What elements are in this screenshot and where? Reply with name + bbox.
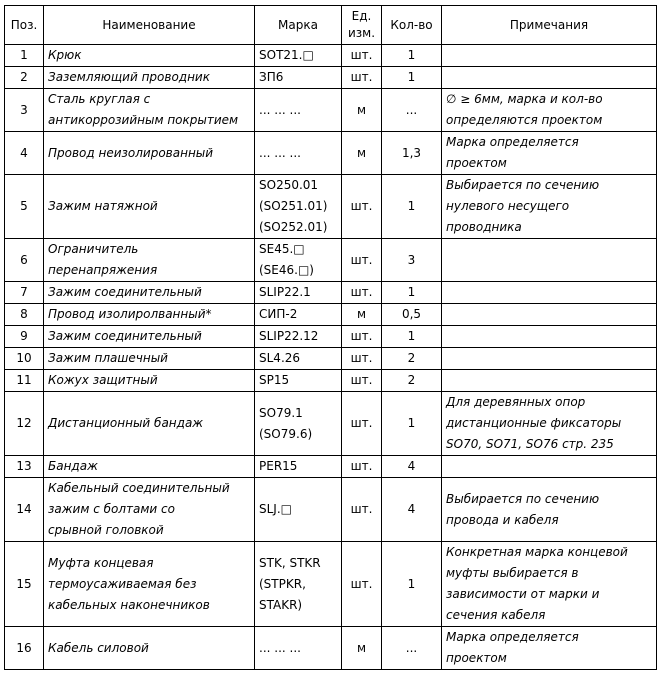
cell-qty-text: 2: [407, 373, 416, 387]
cell-qty: [382, 370, 442, 392]
cell-pos-text: 9: [20, 329, 28, 343]
cell-mark: [255, 456, 342, 478]
cell-unit: [342, 282, 382, 304]
table-row: [5, 392, 657, 456]
cell-unit-text: шт.: [350, 70, 373, 84]
cell-pos-text: 11: [16, 373, 32, 387]
table-row: [5, 627, 657, 670]
cell-name-text: Зажим соединительный: [48, 329, 202, 343]
cell-note-text: Выбирается по сечению нулевого несущего проводника: [446, 178, 600, 234]
cell-name: [44, 239, 255, 282]
cell-qty-text: 3: [407, 252, 416, 267]
cell-mark: [255, 326, 342, 348]
cell-name-text: Зажим плашечный: [48, 351, 168, 365]
table-row: [5, 542, 657, 627]
cell-note: [442, 348, 657, 370]
cell-note: [442, 370, 657, 392]
cell-note: [442, 326, 657, 348]
cell-name-text: Кабельный соединительный зажим с болтами со срывной головкой: [48, 481, 230, 537]
cell-unit-text: шт.: [350, 329, 373, 343]
cell-mark-text: SOT21.□: [259, 48, 314, 62]
cell-name: [44, 132, 255, 175]
cell-name-text: Кабель силовой: [48, 640, 149, 655]
specification-table: [4, 5, 657, 670]
cell-mark: [255, 304, 342, 326]
cell-pos-text: 1: [20, 48, 28, 62]
cell-name-text: Заземляющий проводник: [48, 70, 210, 84]
table-body: [5, 45, 657, 670]
cell-pos: [5, 304, 44, 326]
cell-name-text: Зажим соединительный: [48, 285, 202, 299]
cell-unit: [342, 67, 382, 89]
cell-qty-text: 0,5: [401, 307, 422, 321]
cell-mark: [255, 627, 342, 670]
cell-pos-text: 10: [16, 351, 32, 365]
cell-qty-text: 1: [407, 48, 416, 62]
cell-unit: [342, 392, 382, 456]
cell-note: [442, 45, 657, 67]
cell-note: [442, 175, 657, 239]
table-row: [5, 304, 657, 326]
cell-unit: [342, 370, 382, 392]
cell-unit-text: шт.: [350, 48, 373, 62]
cell-unit-text: шт.: [350, 416, 373, 430]
cell-mark-text: СИП-2: [259, 307, 298, 321]
cell-unit: [342, 348, 382, 370]
cell-mark-text: SP15: [259, 373, 290, 387]
table-row: [5, 67, 657, 89]
cell-mark-text: ... ... ...: [259, 145, 301, 160]
cell-name-text: Крюк: [48, 48, 82, 62]
cell-name-text: Бандаж: [48, 459, 98, 473]
cell-unit: [342, 89, 382, 132]
cell-pos: [5, 370, 44, 392]
cell-qty-text: 1: [407, 199, 416, 213]
cell-note-text: Для деревянных опор дистанционные фиксаторы SO70, SO71, SO76 стр. 235: [446, 395, 622, 451]
cell-note-text: ∅ ≥ 6мм, марка и кол-во определяются проектом: [446, 92, 603, 127]
header-mark: Марка: [255, 6, 342, 45]
cell-note: [442, 132, 657, 175]
cell-name: [44, 326, 255, 348]
cell-pos: [5, 326, 44, 348]
cell-note: [442, 239, 657, 282]
cell-qty-text: 1: [407, 285, 416, 299]
table-row: [5, 326, 657, 348]
cell-note: [442, 627, 657, 670]
cell-mark: [255, 239, 342, 282]
cell-note: [442, 67, 657, 89]
cell-unit: [342, 326, 382, 348]
cell-pos-text: 8: [20, 307, 28, 321]
cell-pos: [5, 282, 44, 304]
cell-name-text: Провод неизолированный: [48, 145, 214, 160]
cell-pos: [5, 89, 44, 132]
cell-unit-text: шт.: [350, 459, 373, 473]
cell-pos-text: 7: [20, 285, 28, 299]
cell-unit-text: шт.: [350, 576, 373, 591]
cell-qty-text: 4: [407, 459, 416, 473]
cell-qty-text: 1,3: [401, 145, 422, 160]
cell-unit: [342, 304, 382, 326]
cell-name: [44, 392, 255, 456]
cell-qty-text: 1: [407, 329, 416, 343]
header-row: [5, 6, 657, 45]
cell-mark-text: SE45.□ (SE46.□): [259, 242, 314, 277]
cell-qty-text: 2: [407, 351, 416, 365]
header-qty: Кол-во: [382, 6, 442, 45]
cell-note: [442, 282, 657, 304]
cell-pos: [5, 456, 44, 478]
cell-unit-text: шт.: [350, 285, 373, 299]
cell-mark-text: SO79.1 (SO79.6): [259, 405, 313, 441]
cell-qty: [382, 45, 442, 67]
cell-qty: [382, 67, 442, 89]
table-row: [5, 478, 657, 542]
cell-name: [44, 175, 255, 239]
table-row: [5, 348, 657, 370]
cell-name: [44, 282, 255, 304]
cell-qty-text: ...: [405, 640, 418, 655]
cell-note: [442, 456, 657, 478]
cell-mark: [255, 175, 342, 239]
cell-qty-text: 1: [407, 70, 416, 84]
cell-unit-text: шт.: [350, 252, 373, 267]
cell-unit-text: м: [356, 102, 367, 117]
cell-pos: [5, 348, 44, 370]
cell-mark-text: SLIP22.12: [259, 329, 319, 343]
header-note: Примечания: [442, 6, 657, 45]
cell-mark-text: ... ... ...: [259, 102, 301, 117]
cell-pos-text: 16: [16, 640, 32, 655]
cell-qty: [382, 132, 442, 175]
cell-name: [44, 45, 255, 67]
cell-qty: [382, 175, 442, 239]
cell-pos: [5, 392, 44, 456]
cell-pos-text: 5: [20, 199, 28, 213]
cell-pos-text: 3: [20, 102, 28, 117]
cell-unit: [342, 542, 382, 627]
cell-name: [44, 370, 255, 392]
cell-note: [442, 304, 657, 326]
table-row: [5, 89, 657, 132]
cell-qty: [382, 326, 442, 348]
cell-unit: [342, 175, 382, 239]
header-name: Наименование: [44, 6, 255, 45]
cell-pos-text: 6: [20, 252, 28, 267]
cell-qty: [382, 348, 442, 370]
cell-unit: [342, 239, 382, 282]
cell-note: [442, 89, 657, 132]
cell-unit: [342, 45, 382, 67]
cell-unit-text: шт.: [350, 199, 373, 213]
cell-mark: [255, 45, 342, 67]
cell-name-text: Кожух защитный: [48, 373, 158, 387]
table-row: [5, 45, 657, 67]
cell-qty: [382, 456, 442, 478]
cell-mark: [255, 370, 342, 392]
cell-qty: [382, 542, 442, 627]
cell-qty: [382, 282, 442, 304]
cell-pos: [5, 627, 44, 670]
cell-unit-text: шт.: [350, 351, 373, 365]
table-row: [5, 370, 657, 392]
cell-name-text: Сталь круглая с антикоррозийным покрытием: [48, 92, 239, 127]
cell-name: [44, 542, 255, 627]
cell-unit: [342, 478, 382, 542]
cell-pos: [5, 542, 44, 627]
cell-pos: [5, 45, 44, 67]
table-row: [5, 456, 657, 478]
cell-name: [44, 89, 255, 132]
table-row: [5, 132, 657, 175]
cell-mark: [255, 478, 342, 542]
cell-mark: [255, 67, 342, 89]
cell-qty-text: 1: [407, 576, 416, 591]
cell-name-text: Дистанционный бандаж: [48, 416, 204, 430]
cell-pos-text: 14: [16, 502, 32, 516]
cell-pos-text: 2: [20, 70, 28, 84]
cell-mark: [255, 392, 342, 456]
cell-unit: [342, 456, 382, 478]
cell-name: [44, 456, 255, 478]
cell-name: [44, 67, 255, 89]
cell-mark-text: STK, STKR (STPKR, STAKR): [259, 555, 321, 612]
cell-note-text: Конкретная марка концевой муфты выбирается в зависимости от марки и сечения кабеля: [446, 545, 628, 622]
cell-pos-text: 4: [20, 145, 28, 160]
cell-qty: [382, 304, 442, 326]
cell-unit-text: м: [356, 307, 367, 321]
cell-note-text: Марка определяется проектом: [446, 135, 579, 170]
cell-qty: [382, 478, 442, 542]
header-unit-label: Ед. изм.: [347, 9, 376, 40]
cell-pos: [5, 132, 44, 175]
header-pos: Поз.: [5, 6, 44, 45]
cell-mark-text: SO250.01 (SO251.01) (SO252.01): [259, 178, 328, 234]
cell-pos-text: 15: [16, 576, 32, 591]
table-row: [5, 175, 657, 239]
cell-mark-text: SLJ.□: [259, 502, 292, 516]
cell-unit-text: м: [356, 145, 367, 160]
cell-note-text: Марка определяется проектом: [446, 630, 579, 665]
cell-unit-text: шт.: [350, 502, 373, 516]
cell-pos: [5, 67, 44, 89]
cell-name-text: Зажим натяжной: [48, 199, 158, 213]
cell-name-text: Муфта концевая термоусаживаемая без кабельных наконечников: [48, 555, 210, 612]
cell-qty: [382, 239, 442, 282]
cell-unit: [342, 627, 382, 670]
cell-mark-text: ... ... ...: [259, 640, 301, 655]
cell-name-text: Ограничитель перенапряжения: [48, 242, 158, 277]
cell-note: [442, 542, 657, 627]
cell-name: [44, 348, 255, 370]
cell-pos-text: 12: [16, 416, 32, 430]
cell-mark: [255, 542, 342, 627]
cell-mark-text: SLIP22.1: [259, 285, 311, 299]
cell-mark-text: PER15: [259, 459, 298, 473]
cell-name: [44, 478, 255, 542]
cell-mark-text: ЗП6: [259, 70, 284, 84]
cell-qty-text: 1: [407, 416, 416, 430]
cell-pos: [5, 478, 44, 542]
cell-name: [44, 627, 255, 670]
cell-note: [442, 478, 657, 542]
cell-mark: [255, 282, 342, 304]
cell-mark: [255, 348, 342, 370]
table-row: [5, 282, 657, 304]
cell-mark-text: SL4.26: [259, 351, 301, 365]
cell-qty-text: ...: [405, 102, 418, 117]
cell-unit-text: м: [356, 640, 367, 655]
cell-pos-text: 13: [16, 459, 32, 473]
cell-pos: [5, 175, 44, 239]
cell-qty: [382, 89, 442, 132]
cell-name: [44, 304, 255, 326]
cell-pos: [5, 239, 44, 282]
cell-name-text: Провод изолиролванный*: [48, 307, 212, 321]
table-row: [5, 239, 657, 282]
cell-qty-text: 4: [407, 502, 416, 516]
cell-mark: [255, 132, 342, 175]
cell-qty: [382, 627, 442, 670]
cell-mark: [255, 89, 342, 132]
cell-unit: [342, 132, 382, 175]
cell-unit-text: шт.: [350, 373, 373, 387]
cell-note-text: Выбирается по сечению провода и кабеля: [446, 491, 600, 527]
cell-qty: [382, 392, 442, 456]
header-unit: [342, 6, 382, 45]
cell-note: [442, 392, 657, 456]
